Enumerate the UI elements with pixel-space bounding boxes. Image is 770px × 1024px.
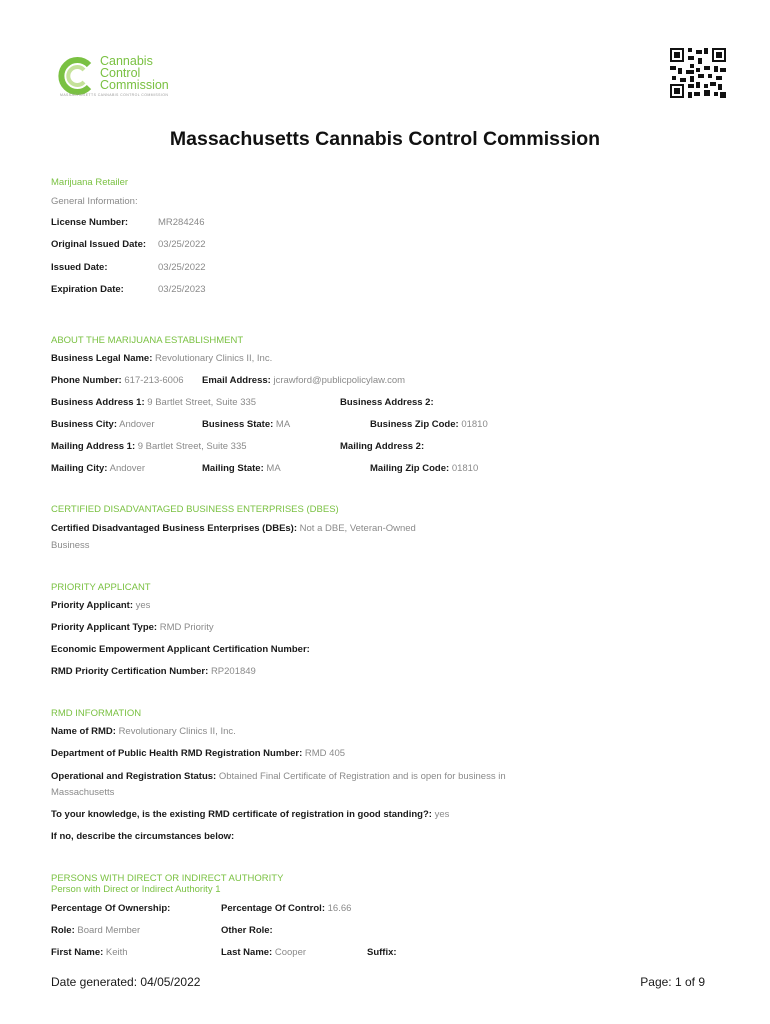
address2-label: Business Address 2: [340,397,434,408]
priority-type-row [51,622,214,633]
license-number-value: MR284246 [158,217,205,228]
role-row [51,925,140,936]
standing-label: To your knowledge, is the existing RMD certificate of registration in good standing?: [51,809,432,820]
license-type: Marijuana Retailer [51,177,129,188]
mailing-address1-label: Mailing Address 1: [51,441,136,452]
general-info-heading: General Information: [51,196,138,207]
persons-heading: PERSONS WITH DIRECT OR INDIRECT AUTHORITY [51,873,284,884]
mailing-address1-row [51,441,247,452]
last-name-value: Cooper [274,947,307,958]
mailing-zip-row [370,463,478,474]
rmd-heading: RMD INFORMATION [51,708,142,719]
original-issued-label: Original Issued Date: [51,239,147,250]
address2-row [340,397,434,408]
ownership-row [51,903,170,914]
address1-value: 9 Bartlet Street, Suite 335 [147,397,257,408]
mailing-city-row [51,463,145,474]
rmd-cert-row [51,666,256,677]
control-row [221,903,351,914]
other-role-row [221,925,273,936]
suffix-label: Suffix: [367,947,397,958]
phone-row [51,375,184,386]
rmd-name-value: Revolutionary Clinics II, Inc. [118,726,236,737]
role-value: Board Member [77,925,141,936]
status-value: Obtained Final Certificate of Registration and is open for business in [218,771,506,782]
priority-type-label: Priority Applicant Type: [51,622,158,633]
mailing-zip-value: 01810 [451,463,479,474]
state-label: Business State: [202,419,274,430]
rmd-name-label: Name of RMD: [51,726,116,737]
city-row [51,419,155,430]
status-label: Operational and Registration Status: [51,771,217,782]
dbe-label: Certified Disadvantaged Business Enterprises (DBEs): [51,523,298,534]
page-number: Page: 1 of 9 [640,975,705,989]
email-row [202,375,405,386]
phone-value: 617-213-6006 [124,375,184,386]
logo-mark-icon [56,56,96,96]
standing-row [51,809,449,820]
issued-date-label: Issued Date: [51,262,108,273]
first-name-value: Keith [105,947,128,958]
issued-date-value: 03/25/2022 [158,262,206,273]
mailing-state-value: MA [266,463,281,474]
control-label: Percentage Of Control: [221,903,325,914]
qr-code-icon [670,48,726,98]
dbe-value: Not a DBE, Veteran-Owned [299,523,416,534]
zip-label: Business Zip Code: [370,419,459,430]
circumstances-label: If no, describe the circumstances below: [51,831,235,842]
address1-label: Business Address 1: [51,397,145,408]
logo-wordmark [100,55,169,91]
mailing-city-label: Mailing City: [51,463,108,474]
persons-subheading: Person with Direct or Indirect Authority 1 [51,884,221,895]
expiration-date-value: 03/25/2023 [158,284,206,295]
standing-value: yes [434,809,450,820]
state-value: MA [275,419,291,430]
first-name-label: First Name: [51,947,104,958]
mailing-address1-value: 9 Bartlet Street, Suite 335 [137,441,247,452]
address1-row [51,397,256,408]
establishment-heading: ABOUT THE MARIJUANA ESTABLISHMENT [51,335,244,346]
phone-label: Phone Number: [51,375,122,386]
original-issued-value: 03/25/2022 [158,239,206,250]
zip-value: 01810 [461,419,488,430]
dph-value: RMD 405 [304,748,346,759]
logo-line-1: Cannabis [100,54,153,68]
zip-row [370,419,488,430]
status-value-continued: Massachusetts [51,787,115,798]
mailing-address2-label: Mailing Address 2: [340,441,425,452]
mailing-city-value: Andover [109,463,145,474]
license-number-label: License Number: [51,217,129,228]
email-value: jcrawford@publicpolicylaw.com [273,375,406,386]
suffix-row [367,947,397,958]
rmd-name-row [51,726,236,737]
legal-name-label: Business Legal Name: [51,353,153,364]
rmd-cert-value: RP201849 [210,666,256,677]
logo-tagline: MASSACHUSETTS CANNABIS CONTROL COMMISSION [60,93,169,97]
expiration-date-label: Expiration Date: [51,284,124,295]
priority-applicant-value: yes [135,600,151,611]
role-label: Role: [51,925,75,936]
state-row [202,419,290,430]
priority-type-value: RMD Priority [159,622,214,633]
priority-applicant-label: Priority Applicant: [51,600,133,611]
city-value: Andover [119,419,155,430]
dbe-heading: CERTIFIED DISADVANTAGED BUSINESS ENTERPRISES (DBES) [51,504,339,515]
priority-applicant-row [51,600,150,611]
other-role-label: Other Role: [221,925,273,936]
logo-line-3: Commission [100,78,169,92]
mailing-zip-label: Mailing Zip Code: [370,463,450,474]
page-title: Massachusetts Cannabis Control Commission [169,128,601,150]
mailing-state-label: Mailing State: [202,463,264,474]
dbe-row [51,523,416,534]
rmd-cert-label: RMD Priority Certification Number: [51,666,209,677]
legal-name-value: Revolutionary Clinics II, Inc. [155,353,273,364]
date-generated: Date generated: 04/05/2022 [51,975,201,989]
control-value: 16.66 [327,903,352,914]
last-name-label: Last Name: [221,947,273,958]
dph-row [51,748,345,759]
first-name-row [51,947,128,958]
mailing-state-row [202,463,281,474]
last-name-row [221,947,306,958]
ownership-label: Percentage Of Ownership: [51,903,171,914]
email-label: Email Address: [202,375,271,386]
city-label: Business City: [51,419,117,430]
eea-label: Economic Empowerment Applicant Certification Number: [51,644,310,655]
commission-logo [56,52,196,104]
logo-line-2: Control [100,66,141,80]
dph-label: Department of Public Health RMD Registration Number: [51,748,303,759]
priority-heading: PRIORITY APPLICANT [51,582,151,593]
dbe-value-continued: Business [51,540,90,551]
legal-name-row [51,353,272,364]
mailing-address2-row [340,441,424,452]
eea-row [51,644,310,655]
status-row [51,771,506,782]
